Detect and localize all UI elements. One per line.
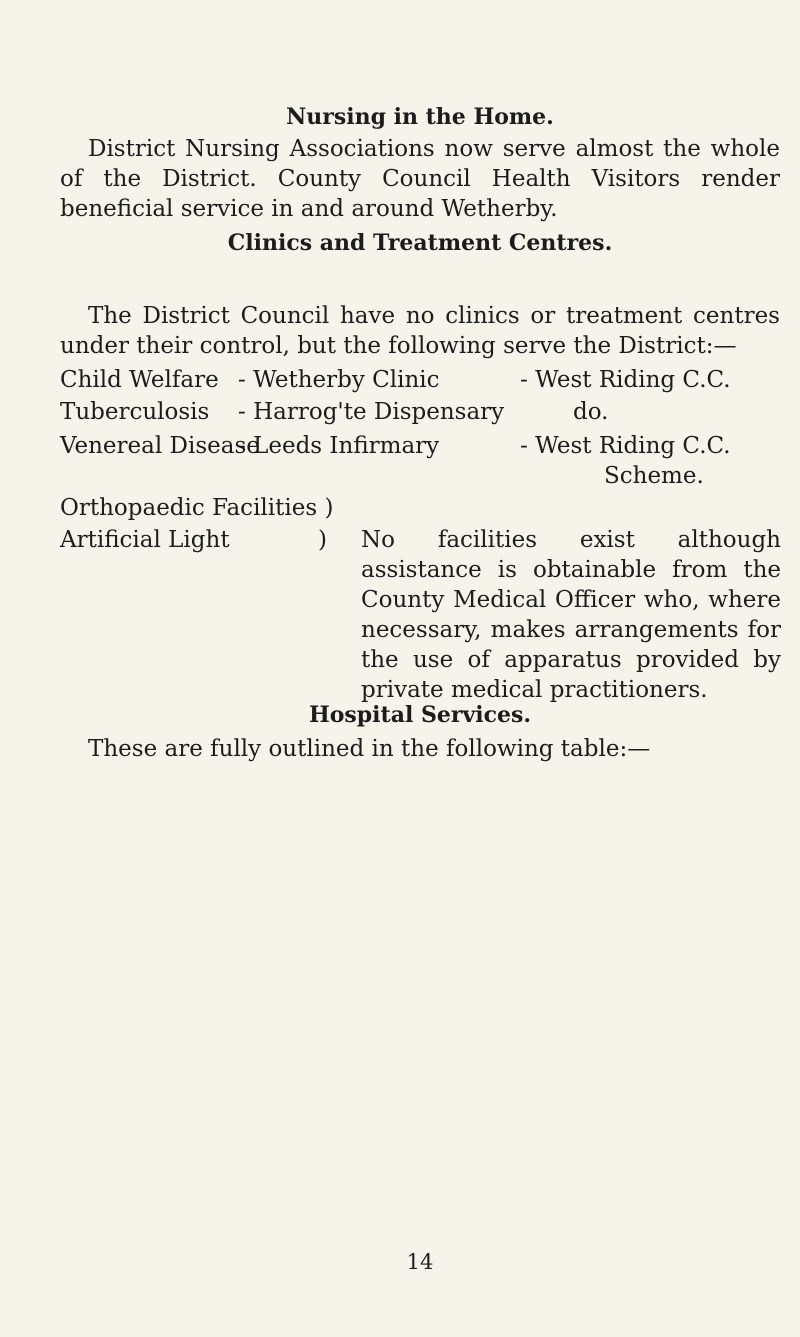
facilities-note: No facilities exist although assistance is obtainable from the County Medical Officer who, where necessary, makes arrangements for the use of apparatus provided by private medical practitioners.: [361, 527, 781, 703]
nursing-paragraph: [60, 134, 780, 224]
clinics-text: The District Council have no clinics or treatment centres under their control, but the following serve the District:—: [60, 303, 780, 359]
service-row-tuberculosis: [60, 397, 790, 427]
service-name: Child Welfare: [60, 367, 219, 393]
clinics-paragraph: [60, 301, 780, 361]
service-place: - Wetherby Clinic: [238, 367, 440, 393]
orthopaedic-label: Orthopaedic Facilities ): [60, 495, 334, 521]
service-name: Tuberculosis: [60, 399, 210, 425]
service-place: - Harrog'te Dispensary: [238, 399, 505, 425]
orthopaedic-row: [60, 493, 790, 523]
service-authority-continued: Scheme.: [604, 463, 704, 489]
service-place: - Leeds Infirmary: [238, 433, 440, 459]
clinics-heading: Clinics and Treatment Centres.: [227, 230, 613, 256]
service-authority: do.: [573, 399, 609, 425]
service-authority: - West Riding C.C.: [520, 367, 731, 393]
service-row-venereal-disease-cont: [60, 461, 790, 491]
nursing-heading: Nursing in the Home.: [286, 104, 554, 130]
service-row-venereal-disease: [60, 431, 790, 461]
hospital-text: These are fully outlined in the following table:—: [88, 736, 651, 762]
hospital-paragraph: [60, 734, 780, 764]
closing-paren: ): [318, 527, 327, 553]
page-number: 14: [406, 1250, 434, 1274]
document-page: [60, 0, 780, 1337]
hospital-heading: Hospital Services.: [308, 702, 532, 728]
service-authority: - West Riding C.C.: [520, 433, 731, 459]
service-name: Venereal Disease: [60, 433, 260, 459]
service-row-child-welfare: [60, 365, 790, 395]
artificial-light-label: Artificial Light: [60, 527, 230, 553]
nursing-text: District Nursing Associations now serve almost the whole of the District. County Council Health Visitors render beneficial service in and around Wetherby.: [60, 136, 780, 222]
